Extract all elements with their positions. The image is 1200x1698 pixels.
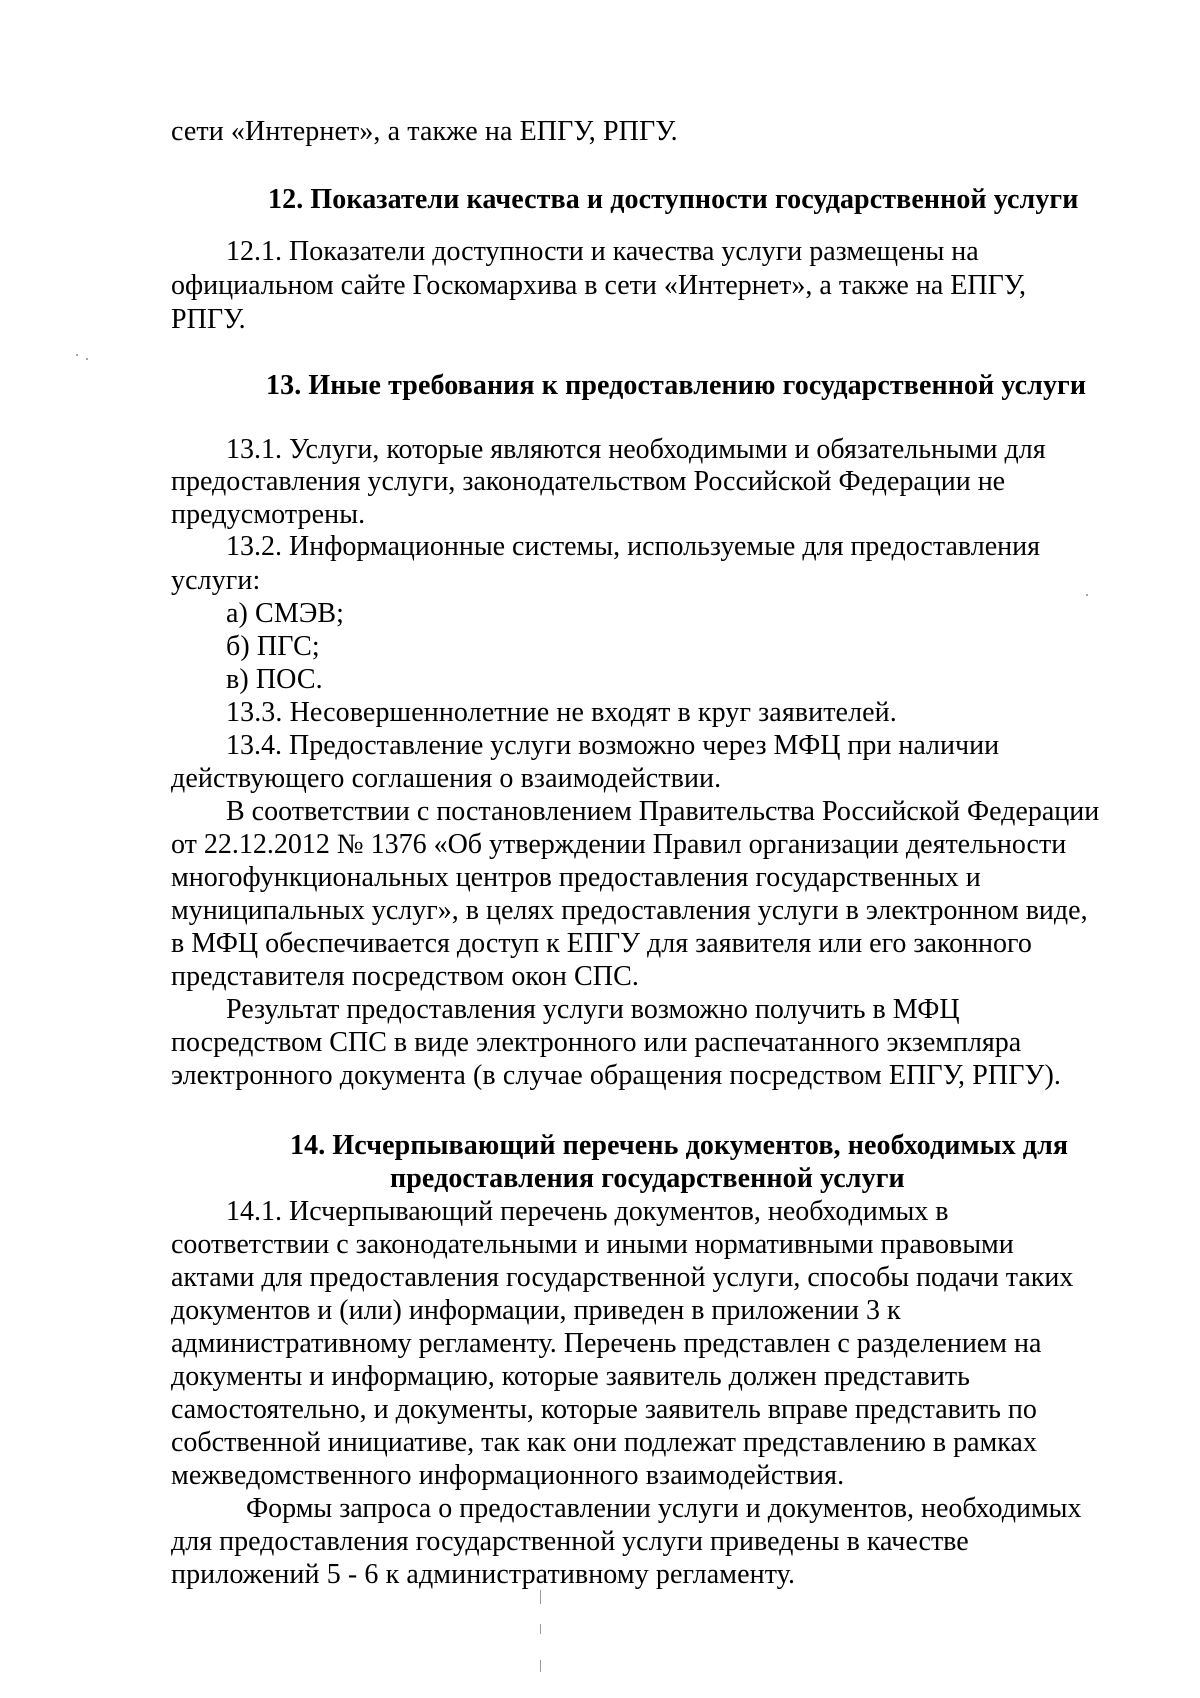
text-line: муниципальных услуг», в целях предоставления услуги в электронном виде, [171, 895, 1088, 926]
text-line: Результат предоставления услуги возможно получить в МФЦ [226, 994, 960, 1025]
text-line: официальном сайте Госкомархива в сети «Интернет», а также на ЕПГУ, [171, 270, 1027, 301]
text-line: предоставления услуги, законодательством Российской Федерации не [171, 466, 1006, 497]
list-item: а) СМЭВ; [226, 598, 345, 629]
text-line: действующего соглашения о взаимодействии. [171, 763, 722, 794]
scan-speck [1086, 594, 1088, 596]
text-line: услуги: [171, 565, 261, 596]
section-13-heading: 13. Иные требования к предоставлению государственной услуги [266, 370, 1087, 401]
text-line: сети «Интернет», а также на ЕПГУ, РПГУ. [171, 116, 678, 147]
text-line: 13.4. Предоставление услуги возможно через МФЦ при наличии [226, 730, 1000, 761]
text-line: представителя посредством окон СПС. [171, 961, 639, 992]
scan-speck [86, 358, 88, 360]
list-item: в) ПОС. [226, 664, 323, 695]
section-12-heading: 12. Показатели качества и доступности государственной услуги [268, 184, 1079, 215]
text-line: многофункциональных центров предоставления государственных и [171, 862, 981, 893]
text-line: 12.1. Показатели доступности и качества услуги размещены на [226, 236, 979, 267]
scan-mark [540, 1660, 541, 1672]
text-line: собственной инициативе, так как они подлежат представлению в рамках [171, 1427, 1037, 1458]
text-line: 13.3. Несовершеннолетние не входят в круг заявителей. [226, 697, 897, 728]
text-line: Формы запроса о предоставлении услуги и документов, необходимых [246, 1493, 1082, 1524]
text-line: 13.2. Информационные системы, используемые для предоставления [226, 531, 1040, 562]
text-line: административному регламенту. Перечень представлен с разделением на [171, 1328, 1042, 1359]
scan-mark [540, 1590, 541, 1604]
text-line: документы и информацию, которые заявитель должен представить [171, 1361, 970, 1392]
text-line: соответствии с законодательными и иными нормативными правовыми [171, 1229, 1014, 1260]
scan-mark [540, 1624, 541, 1634]
text-line: РПГУ. [171, 304, 246, 335]
text-line: приложений 5 - 6 к административному регламенту. [171, 1559, 796, 1590]
text-line: 13.1. Услуги, которые являются необходимыми и обязательными для [226, 434, 1046, 465]
scan-speck [76, 354, 78, 356]
text-line: электронного документа (в случае обращения посредством ЕПГУ, РПГУ). [171, 1060, 1061, 1091]
text-line: 14.1. Исчерпывающий перечень документов, необходимых в [226, 1196, 949, 1227]
text-line: от 22.12.2012 № 1376 «Об утверждении Правил организации деятельности [171, 829, 1067, 860]
section-14-heading: 14. Исчерпывающий перечень документов, необходимых для [290, 1130, 1069, 1161]
text-line: для предоставления государственной услуги приведены в качестве [171, 1526, 969, 1557]
section-14-heading-cont: предоставления государственной услуги [390, 1163, 905, 1194]
text-line: актами для предоставления государственной услуги, способы подачи таких [171, 1262, 1074, 1293]
text-line: предусмотрены. [171, 499, 366, 530]
text-line: межведомственного информационного взаимодействия. [171, 1460, 845, 1491]
list-item: б) ПГС; [226, 631, 320, 662]
text-line: В соответствии с постановлением Правительства Российской Федерации [226, 796, 1100, 827]
text-line: в МФЦ обеспечивается доступ к ЕПГУ для заявителя или его законного [171, 928, 1032, 959]
text-line: самостоятельно, и документы, которые заявитель вправе представить по [171, 1394, 1037, 1425]
text-line: посредством СПС в виде электронного или распечатанного экземпляра [171, 1027, 1022, 1058]
text-line: документов и (или) информации, приведен в приложении 3 к [171, 1295, 901, 1326]
